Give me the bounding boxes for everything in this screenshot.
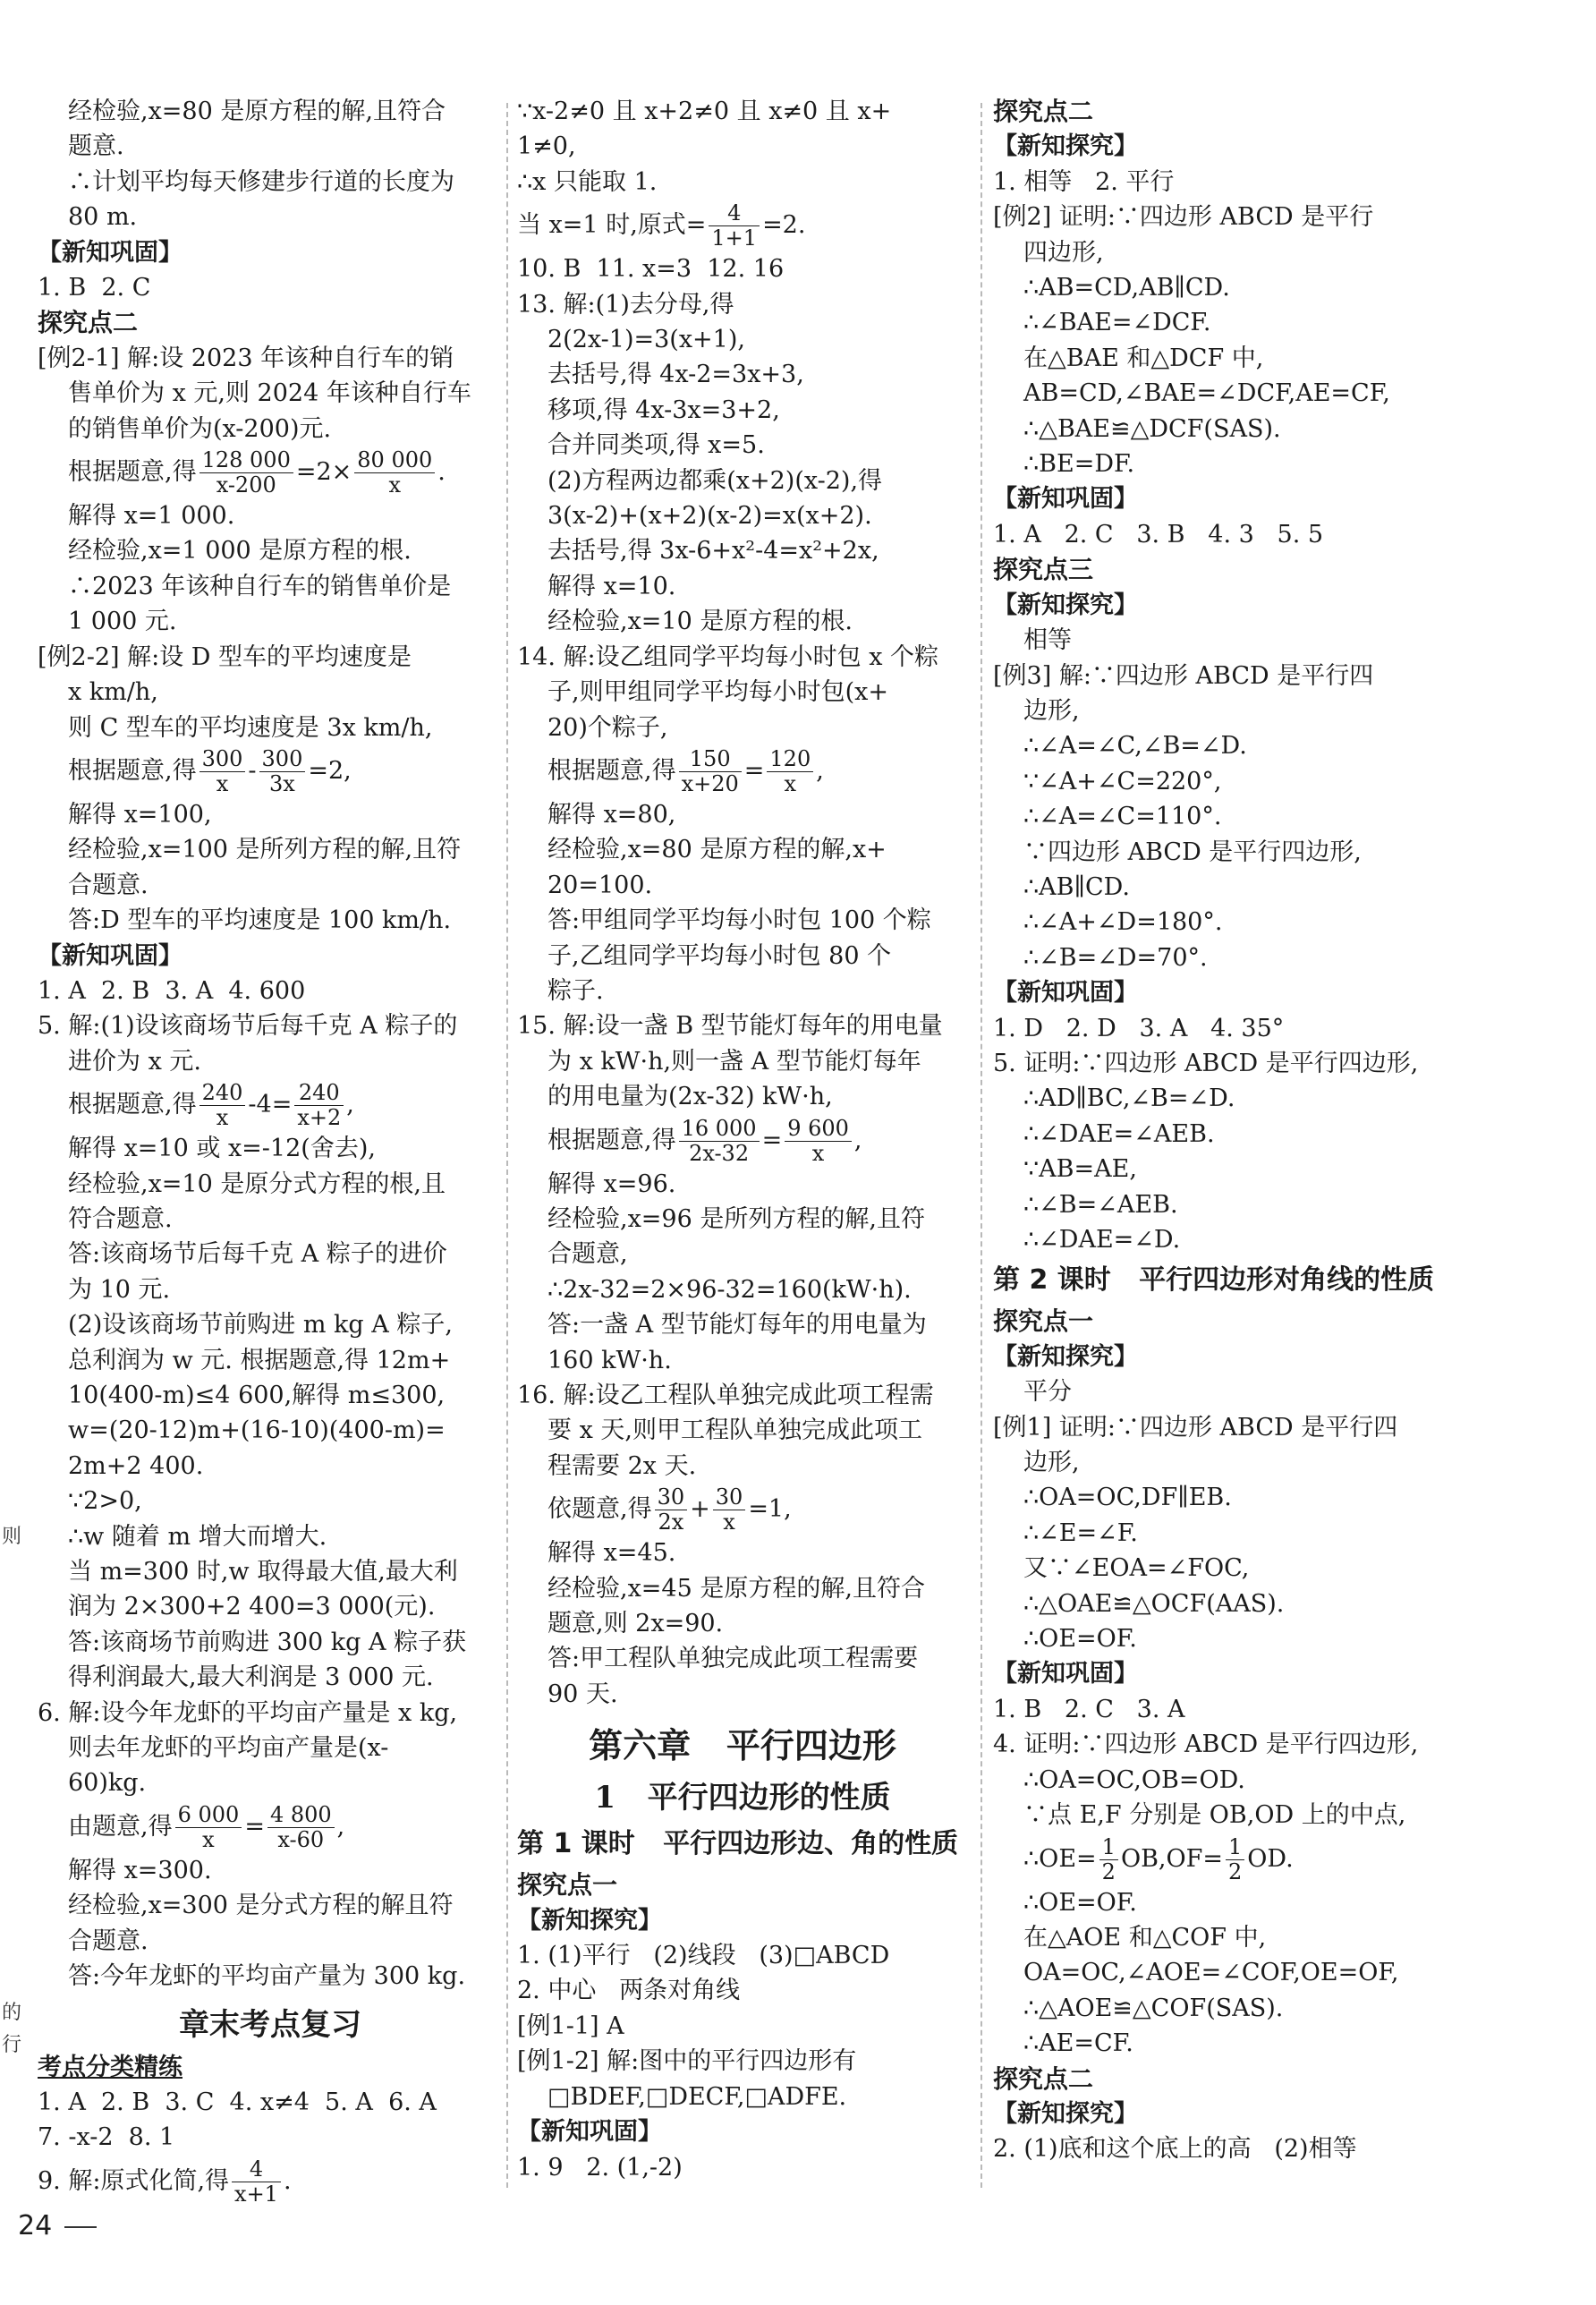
text-line: 则 C 型车的平均速度是 3x km/h,	[68, 713, 433, 742]
text-line: 【新知探究】	[993, 2099, 1138, 2128]
text-line: ∴OE=OF.	[1023, 1625, 1137, 1654]
fraction	[679, 747, 742, 796]
text-line: 解得 x=1 000.	[68, 502, 235, 531]
fraction	[232, 2157, 281, 2207]
fraction	[354, 448, 435, 498]
text-line	[993, 1833, 1467, 1885]
text-line: 6. 解:设今年龙虾的平均亩产量是 x kg,	[38, 1698, 458, 1727]
text-line: 60)kg.	[68, 1769, 147, 1798]
text-line: 80 m.	[68, 203, 138, 232]
fraction-numerator: 300	[200, 747, 246, 772]
text-line: ∴AD∥BC,∠B=∠D.	[1023, 1084, 1235, 1113]
line-text: +	[690, 1495, 710, 1524]
text-line: 【新知巩固】	[517, 2118, 662, 2147]
text-line: ∴∠E=∠F.	[1023, 1518, 1138, 1547]
line-text: ,	[346, 1091, 354, 1119]
text-line: 1. (1)平行 (2)线段 (3)□ABCD	[517, 1942, 890, 1970]
text-line: ∴∠DAE=∠D.	[1023, 1226, 1181, 1254]
line-text: ,	[816, 756, 824, 785]
text-line: 平分	[1023, 1378, 1072, 1407]
text-line: 90 天.	[548, 1680, 618, 1708]
fraction-denominator: x	[216, 770, 229, 796]
text-line: 【新知巩固】	[38, 238, 183, 267]
line-text: =	[244, 1812, 265, 1841]
fraction-numerator: 16 000	[679, 1117, 760, 1142]
text-line: 经检验,x=45 是原方程的解,且符合	[548, 1574, 925, 1603]
line-text: =2×	[295, 458, 352, 487]
text-line: 在△AOE 和△COF 中,	[1023, 1923, 1267, 1952]
line-text: =	[743, 756, 765, 785]
text-line: ∵x-2≠0 且 x+2≠0 且 x≠0 且 x+	[517, 98, 892, 125]
fraction-numerator: 30	[713, 1485, 746, 1510]
text-line: 经检验,x=1 000 是原方程的根.	[68, 537, 412, 566]
text-line: ∴△AOE≌△COF(SAS).	[1023, 1994, 1284, 2022]
text-line: 10(400-m)≤4 600,解得 m≤300,	[68, 1382, 446, 1409]
text-line: 售单价为 x 元,则 2024 年该种自行车	[68, 379, 471, 408]
text-line: ∴2x-32=2×96-32=160(kW·h).	[548, 1275, 912, 1304]
text-line: 经检验,x=96 是所列方程的解,且符	[548, 1204, 925, 1233]
text-line: 在△BAE 和△DCF 中,	[1023, 344, 1264, 372]
fraction-denominator: 2	[1228, 1858, 1243, 1884]
text-line: 合题意.	[68, 1927, 149, 1955]
text-line: 【新知探究】	[993, 1342, 1138, 1371]
text-line: □BDEF,□DECF,□ADFE.	[548, 2082, 847, 2111]
edge-char: 的	[2, 2002, 22, 2024]
line-text: =2.	[762, 211, 806, 240]
fraction-numerator: 128 000	[200, 448, 293, 473]
text-line: 【新知巩固】	[993, 485, 1138, 514]
fraction	[294, 1081, 344, 1130]
line-text: 当 x=1 时,原式=	[517, 211, 707, 240]
text-line: 经检验,x=80 是原方程的解,x+	[548, 836, 887, 864]
text-line: 得利润最大,最大利润是 3 000 元.	[68, 1663, 434, 1692]
text-line: ∵∠A+∠C=220°,	[1023, 767, 1222, 795]
fraction-numerator: 4	[709, 201, 760, 226]
fraction	[259, 747, 306, 796]
line-text: 9. 解:原式化简,得	[38, 2166, 230, 2195]
column-divider	[506, 103, 508, 2188]
column-left	[38, 94, 503, 2207]
fraction-denominator: 1+1	[711, 225, 758, 251]
fraction-numerator: 1	[1226, 1835, 1244, 1860]
text-line: ∴∠B=∠D=70°.	[1023, 943, 1208, 972]
line-text: OD.	[1247, 1844, 1294, 1873]
text-line: ∵点 E,F 分别是 OB,OD 上的中点,	[1023, 1801, 1406, 1830]
text-line: 子,则甲组同学平均每小时包(x+	[548, 678, 888, 707]
text-line: ∴∠A+∠D=180°.	[1023, 908, 1223, 937]
fraction-numerator: 80 000	[354, 448, 435, 473]
text-line: (2)设该商场节前购进 m kg A 粽子,	[68, 1311, 453, 1340]
text-line: 为 10 元.	[68, 1275, 171, 1304]
text-line: 解得 x=96.	[548, 1170, 676, 1198]
text-line: 2. 中心 两条对角线	[517, 1977, 741, 2005]
text-line: 探究点三	[993, 555, 1094, 585]
text-line: ∴AB=CD,AB∥CD.	[1023, 274, 1230, 302]
edge-char: 行	[2, 2034, 22, 2056]
text-line: 13. 解:(1)去分母,得	[517, 290, 734, 319]
fraction-denominator: x-60	[277, 1826, 325, 1852]
text-line: 经检验,x=80 是原方程的解,且符合	[68, 98, 446, 125]
fraction-numerator: 300	[259, 747, 306, 772]
text-line: 解得 x=80,	[548, 800, 676, 829]
text-line: 解得 x=45.	[548, 1539, 676, 1568]
fraction	[709, 201, 760, 251]
fraction	[200, 1081, 246, 1130]
text-line: 润为 2×300+2 400=3 000(元).	[68, 1593, 436, 1621]
line-text: 根据题意,得	[548, 1126, 676, 1154]
fraction-denominator: x	[811, 1140, 825, 1166]
column-right	[993, 94, 1467, 2167]
fraction-denominator: 2x	[658, 1510, 684, 1535]
fraction	[1099, 1835, 1118, 1884]
text-line: 移项,得 4x-3x=3+2,	[548, 396, 780, 424]
text-line: ∴2023 年该种自行车的销售单价是	[68, 572, 452, 600]
text-line: 第 2 课时 平行四边形对角线的性质	[993, 1264, 1435, 1297]
text-line: 2. (1)底和这个底上的高 (2)相等	[993, 2135, 1357, 2164]
text-line: 1. 9 2. (1,-2)	[517, 2153, 683, 2182]
text-line: 4. 证明:∵四边形 ABCD 是平行四边形,	[993, 1731, 1419, 1759]
text-line: 1≠0,	[517, 132, 576, 161]
text-line: 相等	[1023, 626, 1072, 655]
text-line: [例2] 证明:∵四边形 ABCD 是平行	[993, 203, 1374, 232]
text-line: 的用电量为(2x-32) kW·h,	[548, 1083, 833, 1111]
line-text: -	[248, 756, 257, 785]
line-text: 根据题意,得	[68, 756, 197, 785]
text-line: [例1] 证明:∵四边形 ABCD 是平行四	[993, 1413, 1398, 1442]
text-line: 7. -x-2 8. 1	[38, 2123, 175, 2152]
text-line: 程需要 2x 天.	[548, 1451, 697, 1480]
fraction-denominator: x	[388, 472, 402, 498]
text-line: 第六章 平行四边形	[589, 1725, 896, 1766]
text-line: 1. 相等 2. 平行	[993, 167, 1175, 196]
text-line: 去括号,得 3x-6+x²-4=x²+2x,	[548, 537, 879, 566]
text-line: 20=100.	[548, 871, 653, 899]
text-line: x km/h,	[68, 678, 158, 707]
page-footer	[18, 2210, 97, 2241]
text-line: 【新知巩固】	[993, 979, 1138, 1008]
text-line: 1. A 2. B 3. C 4. x≠4 5. A 6. A	[38, 2088, 437, 2116]
text-line: 答:甲工程队单独完成此项工程需要	[548, 1645, 919, 1673]
text-line: [例1-2] 解:图中的平行四边形有	[517, 2047, 857, 2076]
text-line: ∴∠A=∠C,∠B=∠D.	[1023, 732, 1247, 761]
fraction-denominator: x+1	[234, 2181, 278, 2207]
text-line: 2(2x-1)=3(x+1),	[548, 326, 745, 354]
text-line: 5. 解:(1)设该商场节后每千克 A 粽子的	[38, 1012, 458, 1041]
text-line: 边形,	[1023, 696, 1080, 725]
fraction-denominator: x	[202, 1826, 215, 1852]
fraction-numerator: 9 600	[785, 1117, 852, 1142]
text-line: 的销售单价为(x-200)元.	[68, 414, 332, 443]
text-line: 答:该商场节后每千克 A 粽子的进价	[68, 1240, 447, 1269]
text-line: ∴AE=CF.	[1023, 2029, 1133, 2058]
fraction	[267, 1803, 335, 1852]
text-line: ∴△OAE≌△OCF(AAS).	[1023, 1589, 1285, 1618]
page-number: 24	[18, 2210, 53, 2241]
text-line: ∵AB=AE,	[1023, 1155, 1137, 1184]
fraction-numerator: 4	[232, 2157, 281, 2182]
text-line	[517, 200, 968, 251]
fraction-denominator: 2x-32	[689, 1140, 750, 1166]
fraction	[767, 747, 813, 796]
text-line: 1. B 2. C	[38, 274, 151, 302]
edge-char: 则	[2, 1526, 22, 1548]
text-line: 1. A 2. C 3. B 4. 3 5. 5	[993, 520, 1324, 549]
text-line: 探究点一	[993, 1306, 1094, 1337]
text-line: ∴OE=OF.	[1023, 1888, 1137, 1917]
text-line	[38, 2156, 503, 2207]
line-text: 根据题意,得	[68, 458, 197, 487]
text-line: 14. 解:设乙组同学平均每小时包 x 个粽	[517, 642, 939, 671]
fraction	[200, 448, 293, 498]
text-line: 题意,则 2x=90.	[548, 1610, 724, 1638]
text-line	[38, 447, 503, 498]
text-line: 【新知巩固】	[993, 1660, 1138, 1688]
text-line: ∴OA=OC,DF∥EB.	[1023, 1484, 1232, 1512]
text-line: 要 x 天,则甲工程队单独完成此项工	[548, 1416, 922, 1445]
text-line: 【新知探究】	[517, 1906, 662, 1935]
text-line: 2m+2 400.	[68, 1451, 204, 1480]
text-line: ∴w 随着 m 增大而增大.	[68, 1522, 327, 1551]
text-line: 章末考点复习	[179, 2006, 361, 2043]
line-text: -4=	[248, 1091, 293, 1119]
fraction-numerator: 4 800	[267, 1803, 335, 1828]
fraction-denominator: x	[723, 1510, 735, 1535]
text-line: 10. B 11. x=3 12. 16	[517, 255, 785, 284]
text-line	[38, 1801, 503, 1853]
text-line: 答:该商场节前购进 300 kg A 粽子获	[68, 1628, 467, 1656]
fraction-numerator: 150	[679, 747, 742, 772]
text-line: ∴△BAE≌△DCF(SAS).	[1023, 414, 1281, 443]
fraction	[175, 1803, 242, 1852]
text-line: 解得 x=10.	[548, 572, 676, 600]
text-line: 探究点一	[517, 1870, 618, 1901]
fraction-denominator: x	[216, 1105, 229, 1131]
text-line: 解得 x=100,	[68, 800, 212, 829]
text-line: 去括号,得 4x-2=3x+3,	[548, 361, 804, 389]
text-line: ∴x 只能取 1.	[517, 167, 658, 196]
text-line: 考点分类精练	[38, 2053, 183, 2081]
fraction-denominator: x+20	[681, 770, 739, 796]
text-line: ∴∠DAE=∠AEB.	[1023, 1119, 1215, 1148]
text-line: 1. B 2. C 3. A	[993, 1695, 1185, 1723]
fraction-denominator: 2	[1101, 1858, 1116, 1884]
fraction-numerator: 6 000	[175, 1803, 242, 1828]
text-line: [例3] 解:∵四边形 ABCD 是平行四	[993, 661, 1374, 690]
line-text: OB,OF=	[1120, 1844, 1223, 1873]
fraction-denominator: x+2	[297, 1105, 342, 1131]
fraction-denominator: 3x	[269, 770, 295, 796]
fraction	[713, 1485, 746, 1535]
text-line: 总利润为 w 元. 根据题意,得 12m+	[68, 1346, 451, 1374]
text-line: 第 1 课时 平行四边形边、角的性质	[517, 1828, 959, 1860]
column-middle	[517, 94, 968, 2185]
fraction	[1226, 1835, 1244, 1884]
text-line: 经检验,x=10 是原分式方程的根,且	[68, 1170, 446, 1198]
text-line: 符合题意.	[68, 1204, 173, 1233]
text-line: 20)个粽子,	[548, 713, 668, 742]
text-line: 经检验,x=100 是所列方程的解,且符	[68, 836, 462, 864]
text-line: 进价为 x 元.	[68, 1047, 201, 1076]
text-line: 探究点二	[993, 2063, 1094, 2094]
text-line: ∴AB∥CD.	[1023, 872, 1130, 901]
fraction-denominator: x	[784, 770, 797, 796]
fraction	[679, 1117, 760, 1166]
text-line: ∴BE=DF.	[1023, 450, 1135, 479]
text-line	[517, 1115, 968, 1167]
fraction	[655, 1485, 688, 1535]
text-line: 粽子.	[548, 976, 604, 1005]
text-line: 【新知探究】	[993, 132, 1138, 161]
fraction-numerator: 30	[655, 1485, 688, 1510]
fraction-numerator: 240	[294, 1081, 344, 1106]
text-line: ∵四边形 ABCD 是平行四边形,	[1023, 838, 1362, 866]
text-line: 经检验,x=10 是原方程的根.	[548, 608, 853, 636]
text-line: OA=OC,∠AOE=∠COF,OE=OF,	[1023, 1959, 1399, 1987]
line-text: =1,	[748, 1495, 792, 1524]
text-line: 1 000 元.	[68, 608, 177, 636]
text-line: 则去年龙虾的平均亩产量是(x-	[68, 1734, 389, 1763]
text-line: ∴∠B=∠AEB.	[1023, 1190, 1178, 1219]
text-line: 1. A 2. B 3. A 4. 600	[38, 976, 306, 1005]
fraction	[200, 747, 246, 796]
text-line: 答:甲组同学平均每小时包 100 个粽	[548, 906, 931, 935]
text-line: ∴∠BAE=∠DCF.	[1023, 309, 1211, 337]
text-line: 当 m=300 时,w 取得最大值,最大利	[68, 1558, 458, 1586]
text-line: AB=CD,∠BAE=∠DCF,AE=CF,	[1023, 379, 1390, 408]
line-text: ∴OE=	[1023, 1844, 1097, 1873]
line-text: ,	[853, 1126, 862, 1154]
text-line: ∵2>0,	[68, 1487, 142, 1516]
text-line: 3(x-2)+(x+2)(x-2)=x(x+2).	[548, 502, 872, 531]
fraction-numerator: 120	[767, 747, 813, 772]
text-line: [例2-2] 解:设 D 型车的平均速度是	[38, 642, 412, 671]
footer-dash	[64, 2226, 97, 2228]
line-text: 根据题意,得	[68, 1091, 197, 1119]
text-line: 5. 证明:∵四边形 ABCD 是平行四边形,	[993, 1049, 1419, 1077]
text-line: [例2-1] 解:设 2023 年该种自行车的销	[38, 344, 454, 372]
text-line: 边形,	[1023, 1449, 1080, 1477]
line-text: =	[761, 1126, 783, 1154]
line-text: 依题意,得	[548, 1495, 652, 1524]
text-line: 经检验,x=300 是分式方程的解且符	[68, 1892, 454, 1920]
text-line: 答:今年龙虾的平均亩产量为 300 kg.	[68, 1962, 466, 1991]
line-text: 根据题意,得	[548, 756, 676, 785]
text-line: 1. D 2. D 3. A 4. 35°	[993, 1014, 1285, 1042]
text-line: 15. 解:设一盏 B 型节能灯每年的用电量	[517, 1012, 943, 1041]
fraction-numerator: 240	[200, 1081, 246, 1106]
text-line: 答:D 型车的平均速度是 100 km/h.	[68, 906, 452, 935]
line-text: 由题意,得	[68, 1812, 173, 1841]
line-text: ,	[336, 1812, 345, 1841]
text-line: [例1-1] A	[517, 2012, 624, 2040]
text-line: 合并同类项,得 x=5.	[548, 431, 765, 460]
text-line	[517, 745, 968, 797]
line-text: =2,	[308, 756, 352, 785]
text-line: 四边形,	[1023, 238, 1104, 267]
text-line	[38, 745, 503, 797]
text-line: 合题意,	[548, 1240, 628, 1269]
column-divider	[981, 103, 982, 2188]
text-line: 探究点二	[993, 97, 1094, 126]
line-text: .	[437, 458, 446, 487]
line-text: .	[283, 2166, 292, 2195]
text-line: 合题意.	[68, 871, 149, 899]
text-line: 160 kW·h.	[548, 1346, 672, 1374]
text-line: 为 x kW·h,则一盏 A 型节能灯每年	[548, 1047, 921, 1076]
fraction	[785, 1117, 852, 1166]
text-line: 又∵∠EOA=∠FOC,	[1023, 1554, 1250, 1583]
text-line: 【新知探究】	[993, 591, 1138, 619]
text-line	[517, 1484, 968, 1535]
text-line	[38, 1079, 503, 1131]
fraction-numerator: 1	[1099, 1835, 1118, 1860]
text-line: ∴计划平均每天修建步行道的长度为	[68, 167, 454, 196]
fraction-denominator: x-200	[216, 472, 276, 498]
text-line: 子,乙组同学平均每小时包 80 个	[548, 941, 892, 970]
text-line: 1 平行四边形的性质	[594, 1780, 891, 1816]
text-line: ∴∠A=∠C=110°.	[1023, 803, 1222, 831]
text-line: 题意.	[68, 132, 124, 161]
text-line: (2)方程两边都乘(x+2)(x-2),得	[548, 466, 883, 495]
text-line: 16. 解:设乙工程队单独完成此项工程需	[517, 1382, 934, 1409]
text-line: 解得 x=300.	[68, 1856, 212, 1884]
text-line: 解得 x=10 或 x=-12(舍去),	[68, 1135, 376, 1163]
text-line: 答:一盏 A 型节能灯每年的用电量为	[548, 1311, 927, 1340]
text-line: 探究点二	[38, 308, 139, 338]
text-line: 【新知巩固】	[38, 941, 183, 970]
text-line: ∴OA=OC,OB=OD.	[1023, 1765, 1245, 1794]
text-line: w=(20-12)m+(16-10)(400-m)=	[68, 1416, 446, 1445]
